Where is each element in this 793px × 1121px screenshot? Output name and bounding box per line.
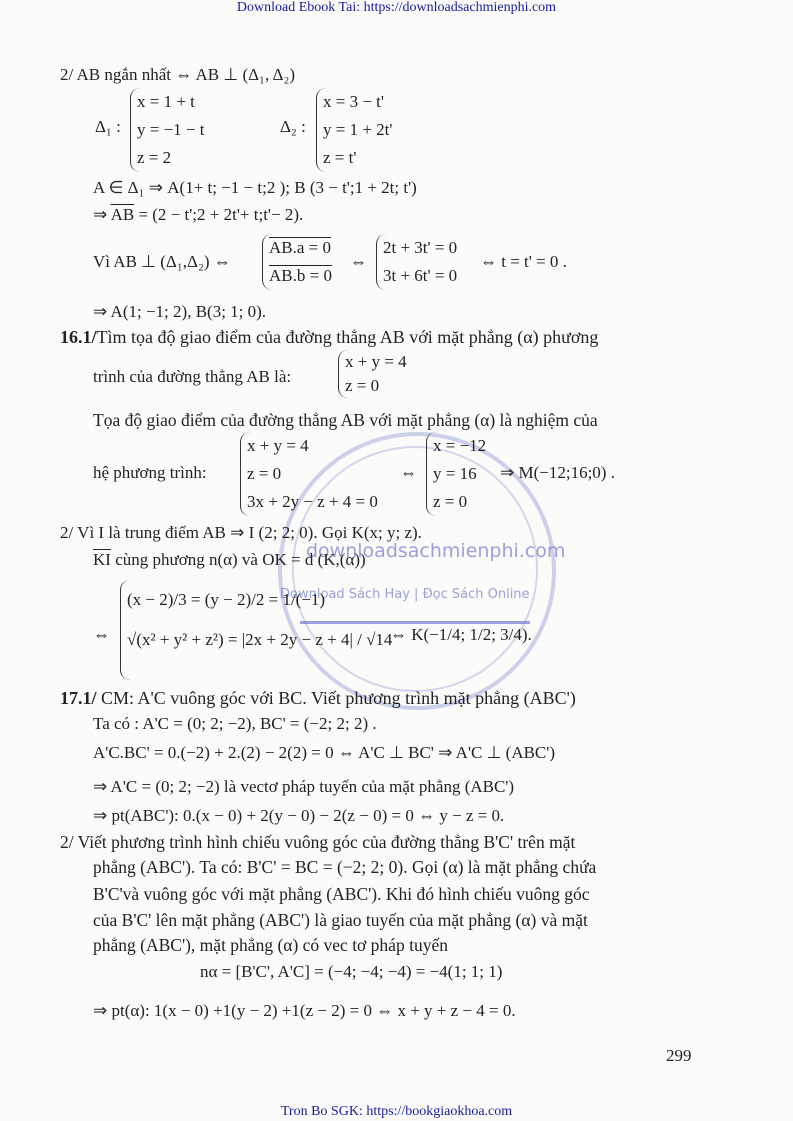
equiv: ⇔ [350, 252, 367, 271]
watermark-site: downloadsachmienphi.com [306, 540, 566, 562]
text-line: 2/ Viết phương trình hình chiếu vuông góc của đường thẳng B'C' trên mặt [60, 832, 576, 852]
text-line: phẳng (ABC'), mặt phẳng (α) có vec tơ pháp tuyến [93, 935, 448, 955]
text-line: $\overline{KI}$ cùng phương n(α) và OK = d (K,(α)) [93, 550, 366, 569]
text-line: B'C'và vuông góc với mặt phẳng (ABC'). Khi đó hình chiếu vuông góc [93, 884, 590, 904]
text-line: ⇒ pt(α): 1(x − 0) +1(y − 2) +1(z − 2) = 0 ⇔ x + y + z − 4 = 0. [93, 1001, 516, 1020]
text-line: ⇒ $\overline{AB} = (2$ − t';2 + 2t'+ t;t'− 2). [93, 205, 304, 224]
watermark-slogan: Download Sách Hay | Đọc Sách Online [280, 587, 530, 602]
text-line: ⇒ A(1; −1; 2), B(3; 1; 0). [93, 302, 267, 321]
text-line: ⇒ M(−12;16;0) . [500, 463, 615, 482]
text-line: ⇔ t = t' = 0 . [480, 252, 567, 271]
text-line: 2/ AB ngắn nhất ⇔ AB ⊥ (Δ₁, Δ₂) [60, 65, 296, 84]
text-line: Vì AB ⊥ (Δ₁,Δ₂) ⇔ [93, 252, 231, 271]
text-line: ⇒ pt(ABC'): 0.(x − 0) + 2(y − 0) − 2(z − 0) = 0 ⇔ y − z = 0. [93, 806, 505, 825]
text-line: A'C.BC' = 0.(−2) + 2.(2) − 2(2) = 0 ⇔ A'C ⊥ BC' ⇒ A'C ⊥ (ABC') [93, 743, 555, 762]
system-solution: x = −12 y = 16 z = 0 [426, 432, 486, 516]
text-line: của B'C' lên mặt phẳng (ABC') là giao tuyến của mặt phẳng (α) và mặt [93, 910, 588, 930]
header-link[interactable]: Download Ebook Tai: https://downloadsachmienphi.com [236, 0, 557, 15]
text-line: A ∈ Δ₁ ⇒ A(1+ t; −1 − t;2 ); B (3 − t';1 + 2t; t') [93, 178, 417, 197]
page-number: 299 [666, 1046, 692, 1065]
system-ab-line: x + y = 4 z = 0 [338, 350, 407, 398]
text-line: Tọa độ giao điểm của đường thẳng AB với mặt phẳng (α) là nghiệm của [93, 410, 598, 430]
equiv: ⇔ [93, 625, 110, 644]
text-line: 17.1/ CM: A'C vuông góc với BC. Viết phương trình mặt phẳng (ABC') [60, 688, 576, 708]
system-ab: AB.a = 0 AB.b = 0 [262, 234, 332, 290]
text-line: ⇔ K(−1/4; 1/2; 3/4). [390, 625, 532, 644]
text-line: phẳng (ABC'). Ta có: B'C' = BC = (−2; 2; 0). Gọi (α) là mặt phẳng chứa [93, 857, 597, 877]
text-line: trình của đường thẳng AB là: [93, 367, 292, 386]
text-line: ⇒ A'C = (0; 2; −2) là vectơ pháp tuyến của mặt phẳng (ABC') [93, 777, 515, 796]
delta2-label: Δ₂ : [280, 117, 306, 136]
equiv: ⇔ [400, 463, 417, 482]
text-line: hệ phương trình: [93, 463, 207, 482]
delta1-label: Δ₁ : [95, 117, 121, 136]
system-intersection: x + y = 4 z = 0 3x + 2y − z + 4 = 0 [240, 432, 378, 516]
text-line: 2/ Vì I là trung điểm AB ⇒ I (2; 2; 0). Gọi K(x; y; z). [60, 523, 422, 542]
system-t: 2t + 3t' = 0 3t + 6t' = 0 [376, 234, 457, 290]
text-line: 16.1/Tìm tọa độ giao điểm của đường thẳng AB với mặt phẳng (α) phương [60, 327, 599, 347]
delta1-system: x = 1 + t y = −1 − t z = 2 [130, 88, 205, 172]
system-k: (x − 2)/3 = (y − 2)/2 = 1/(−1) √(x² + y² + z²) = |2x + 2y − z + 4| / √14 [120, 580, 392, 680]
delta2-system: x = 3 − t' y = 1 + 2t' z = t' [316, 88, 392, 172]
text-line: Ta có : A'C = (0; 2; −2), BC' = (−2; 2; 2) . [93, 714, 377, 733]
footer-link[interactable]: Tron Bo SGK: https://bookgiaokhoa.com [280, 1104, 513, 1119]
text-line: nα = [B'C', A'C] = (−4; −4; −4) = −4(1; 1; 1) [200, 962, 503, 981]
